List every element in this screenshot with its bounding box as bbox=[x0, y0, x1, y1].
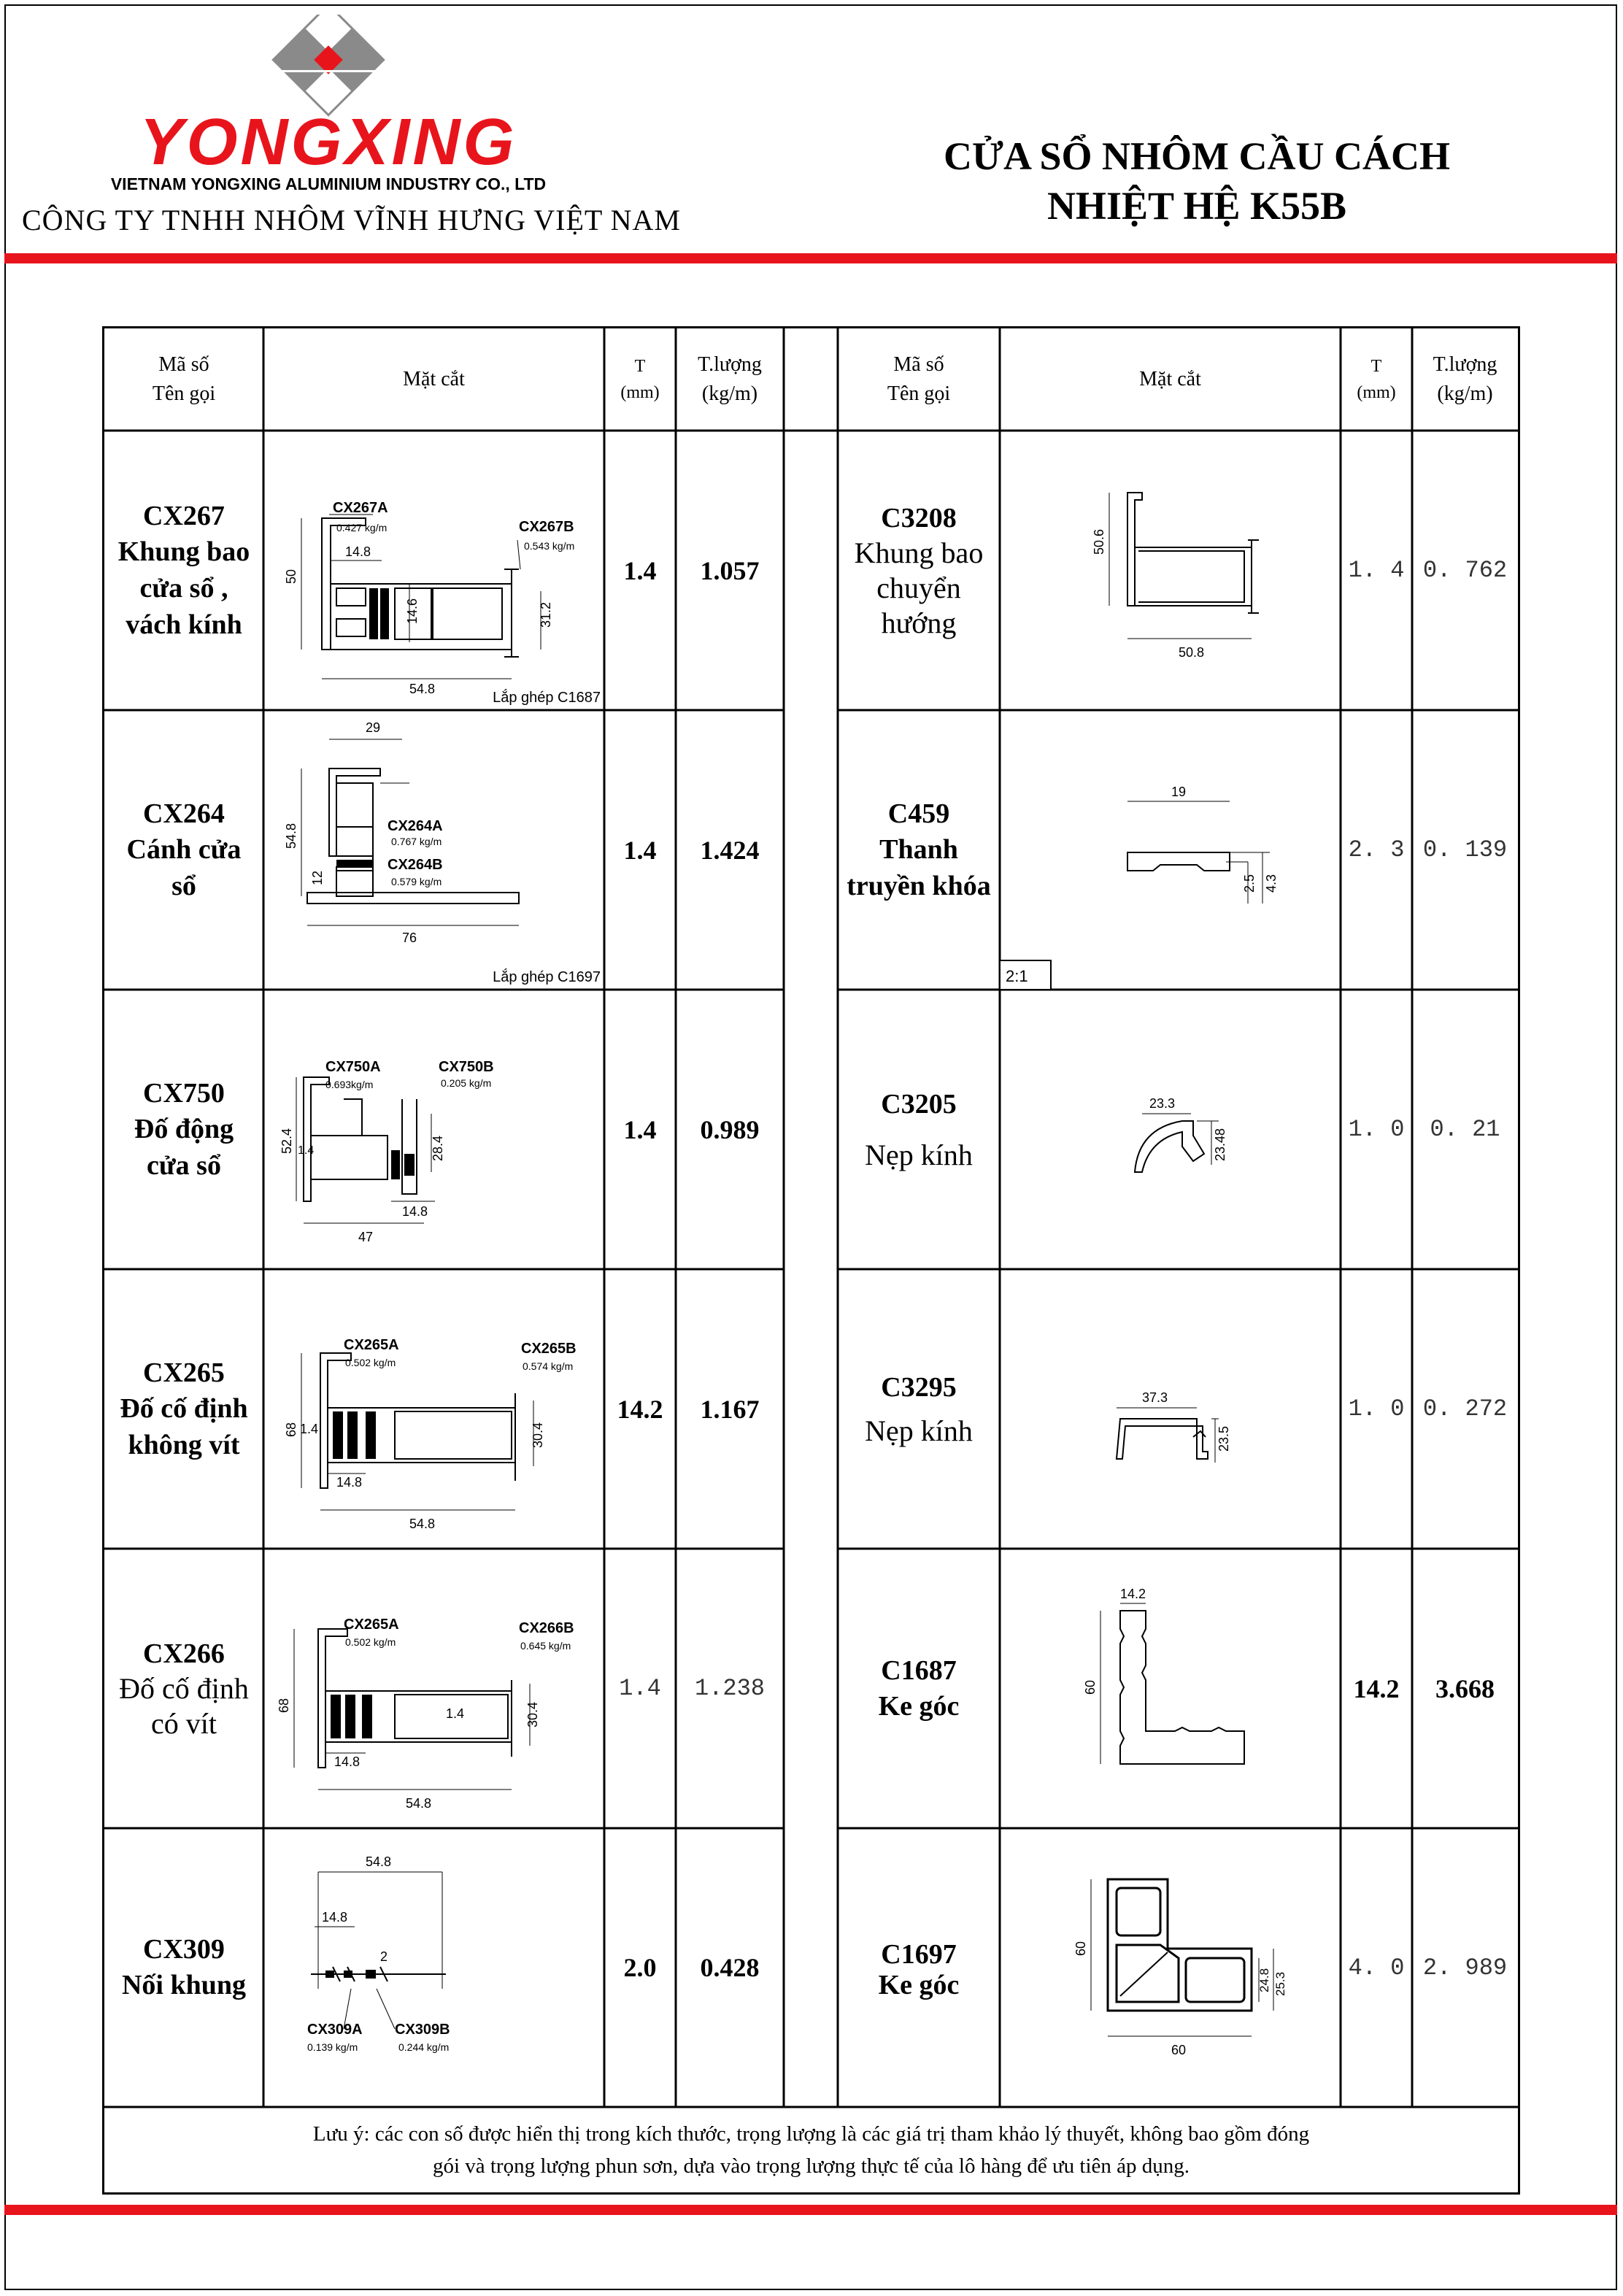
dim-total-width: 54.8 bbox=[409, 682, 436, 696]
thickness-value: 1. 0 bbox=[1348, 1395, 1405, 1422]
row-cx266-label bbox=[104, 1549, 263, 1828]
cx265-section-drawing bbox=[263, 1269, 604, 1549]
header-thickness-right bbox=[1341, 328, 1412, 431]
profile-name: Khung bao chuyển hướng bbox=[854, 536, 984, 639]
company-logo bbox=[102, 15, 555, 197]
profile-code: CX264 bbox=[143, 798, 225, 829]
thickness-value: 14.2 bbox=[1353, 1673, 1400, 1703]
c3295-section-drawing bbox=[1000, 1269, 1341, 1549]
dim-height: 68 bbox=[277, 1698, 291, 1713]
weight-value: 0. 762 bbox=[1422, 557, 1508, 584]
dim-total-width: 76 bbox=[402, 931, 417, 945]
c1687-section-drawing bbox=[1000, 1549, 1341, 1828]
header-w-unit: (kg/m) bbox=[701, 382, 758, 405]
dim-height: 52.4 bbox=[280, 1128, 294, 1154]
dim-height: 50 bbox=[284, 569, 298, 584]
part-a-weight: 0.502 kg/m bbox=[345, 1357, 396, 1368]
logo-tagline: VIETNAM YONGXING ALUMINIUM INDUSTRY CO., LTD bbox=[110, 174, 547, 193]
dim-inner: 24.8 bbox=[1257, 1968, 1271, 1992]
profile-name: Nối khung bbox=[121, 1970, 247, 2000]
row-cx267-label bbox=[104, 431, 263, 710]
weight-value: 0.428 bbox=[700, 1953, 760, 1982]
row-c1697-label bbox=[838, 1828, 1000, 2107]
document-title bbox=[905, 131, 1489, 231]
header-t-unit: (mm) bbox=[620, 383, 660, 402]
header-code-name-right bbox=[838, 328, 1000, 431]
thickness-value: 1.4 bbox=[623, 555, 657, 585]
c3205-section-drawing bbox=[1000, 990, 1341, 1269]
part-b-weight: 0.244 kg/m bbox=[398, 2041, 450, 2053]
profile-name: Đố động cửa sổ bbox=[134, 1113, 234, 1181]
title-line-2: NHIỆT HỆ K55B bbox=[1046, 184, 1347, 228]
dim-b-height: 31.2 bbox=[539, 601, 553, 628]
dim-height: 54.8 bbox=[284, 823, 298, 849]
part-a-weight: 0.502 kg/m bbox=[345, 1636, 396, 1648]
thickness-value: 1. 0 bbox=[1348, 1116, 1405, 1143]
profile-code: C3205 bbox=[881, 1088, 957, 1120]
profile-code: C3208 bbox=[881, 502, 957, 533]
row-cx309-label bbox=[104, 1828, 263, 2107]
footnote-line-1: Lưu ý: các con số được hiển thị trong kích thước, trọng lượng là các giá trị tham khảo lý thuyết, không bao gồm đóng bbox=[312, 2122, 1310, 2146]
profile-code: C1687 bbox=[881, 1654, 957, 1686]
assembly-note: Lắp ghép C1697 bbox=[493, 969, 601, 985]
thickness-value: 1. 4 bbox=[1348, 557, 1405, 584]
dim-width: 50.8 bbox=[1179, 645, 1205, 660]
header-section-right: Mặt cắt bbox=[1139, 368, 1201, 390]
part-a-label: CX267A bbox=[333, 500, 388, 516]
part-b-weight: 0.645 kg/m bbox=[520, 1640, 571, 1652]
header-code: Mã số bbox=[158, 353, 209, 376]
dim-width: 19 bbox=[1171, 785, 1187, 799]
profile-name: Nẹp kính bbox=[865, 1138, 973, 1171]
part-a-weight: 0.427 kg/m bbox=[336, 522, 388, 533]
dim-total-width: 47 bbox=[358, 1230, 374, 1244]
dim-b-height: 28.4 bbox=[431, 1135, 445, 1161]
dim-part-a-width: 14.8 bbox=[322, 1910, 348, 1925]
header-section: Mặt cắt bbox=[403, 368, 465, 390]
dim-wall: 1.4 bbox=[300, 1422, 319, 1436]
weight-value: 0. 272 bbox=[1422, 1395, 1508, 1422]
profile-name: Đố cố định không vít bbox=[120, 1392, 248, 1460]
weight-value: 0. 139 bbox=[1422, 836, 1508, 863]
dim-gap: 14.8 bbox=[402, 1204, 428, 1219]
weight-value: 1.167 bbox=[700, 1394, 760, 1424]
part-a-label: CX309A bbox=[307, 2022, 363, 2038]
row-cx264-label bbox=[104, 710, 263, 990]
profile-name: Đố cố định có vít bbox=[119, 1671, 249, 1740]
row-c1687-label bbox=[838, 1549, 1000, 1828]
logo-diamond-icon bbox=[271, 15, 385, 117]
header-t: T bbox=[634, 357, 646, 376]
header-weight bbox=[676, 328, 784, 431]
dim-total-width: 54.8 bbox=[406, 1796, 432, 1811]
dim-thick: 4.3 bbox=[1264, 874, 1279, 893]
header-name: Tên gọi bbox=[152, 382, 216, 405]
thickness-value: 1.4 bbox=[619, 1675, 661, 1702]
header-w: T.lượng bbox=[698, 353, 762, 376]
cx264-section-drawing bbox=[263, 710, 604, 990]
dim-width: 37.3 bbox=[1142, 1390, 1168, 1405]
title-line-1: CỬA SỔ NHÔM CẦU CÁCH bbox=[944, 134, 1450, 178]
profile-name: Ke góc bbox=[878, 1970, 960, 2000]
dim-height: 60 bbox=[1073, 1941, 1088, 1956]
dim-wall: 1.4 bbox=[298, 1144, 315, 1157]
header-name: Tên gọi bbox=[887, 382, 951, 405]
part-a-label: CX265A bbox=[344, 1617, 399, 1633]
bottom-red-rule bbox=[4, 2205, 1617, 2215]
thickness-value: 2.0 bbox=[623, 1953, 657, 1982]
weight-value: 0. 21 bbox=[1430, 1116, 1500, 1143]
part-b-weight: 0.205 kg/m bbox=[441, 1077, 492, 1089]
thickness-value: 4. 0 bbox=[1348, 1954, 1405, 1981]
part-b-label: CX265B bbox=[521, 1341, 577, 1357]
dim-b-height: 30.4 bbox=[531, 1422, 545, 1448]
dim-height: 23.48 bbox=[1213, 1128, 1227, 1161]
profile-name: Thanh truyền khóa bbox=[847, 833, 991, 901]
weight-value: 3.668 bbox=[1435, 1673, 1495, 1703]
header-weight-right bbox=[1412, 328, 1518, 431]
header-t: T bbox=[1371, 357, 1382, 376]
profile-code: CX750 bbox=[143, 1077, 225, 1109]
header-thickness bbox=[604, 328, 676, 431]
weight-value: 0.989 bbox=[700, 1114, 760, 1144]
row-c459-label bbox=[838, 710, 1000, 990]
profile-name: Ke góc bbox=[878, 1690, 960, 1722]
profile-code: CX266 bbox=[143, 1638, 225, 1669]
row-c3205-label bbox=[838, 990, 1000, 1269]
dim-width: 60 bbox=[1171, 2043, 1187, 2057]
part-b-label: CX309B bbox=[395, 2022, 450, 2038]
dim-height: 68 bbox=[284, 1422, 298, 1437]
thickness-value: 1.4 bbox=[623, 835, 657, 865]
dim-total-width: 54.8 bbox=[409, 1517, 436, 1531]
cx266-section-drawing bbox=[263, 1549, 604, 1828]
dim-thin: 2.5 bbox=[1242, 874, 1257, 893]
header-w: T.lượng bbox=[1433, 353, 1497, 376]
weight-value: 1.424 bbox=[700, 835, 760, 865]
part-b-label: CX266B bbox=[519, 1620, 574, 1636]
weight-value: 1.238 bbox=[694, 1675, 765, 1702]
part-b-label: CX264B bbox=[388, 857, 443, 873]
scale-label: 2:1 bbox=[1006, 967, 1028, 985]
footnote-line-2: gói và trọng lượng phun sơn, dựa vào trọng lượng thực tế của lô hàng để ưu tiên áp dụng. bbox=[432, 2154, 1190, 2178]
dim-wall: 1.4 bbox=[446, 1706, 465, 1721]
dim-small: 12 bbox=[310, 870, 325, 885]
part-a-label: CX265A bbox=[344, 1337, 399, 1353]
part-b-weight: 0.543 kg/m bbox=[524, 540, 575, 552]
footnote bbox=[104, 2107, 1518, 2192]
dim-height: 60 bbox=[1083, 1679, 1098, 1695]
part-a-weight: 0.139 kg/m bbox=[307, 2041, 358, 2053]
dim-height: 50.6 bbox=[1092, 528, 1106, 555]
top-red-rule bbox=[4, 253, 1617, 263]
company-name: CÔNG TY TNHH NHÔM VĨNH HƯNG VIỆT NAM bbox=[22, 204, 681, 236]
weight-value: 2. 989 bbox=[1422, 1954, 1508, 1981]
profile-code: C3295 bbox=[881, 1371, 957, 1403]
part-a-weight: 0.693kg/m bbox=[325, 1079, 374, 1090]
dim-gap: 14.6 bbox=[405, 598, 420, 624]
profile-name: Cánh cửa sổ bbox=[126, 833, 242, 901]
part-b-label: CX750B bbox=[439, 1059, 494, 1075]
profile-code: CX309 bbox=[143, 1934, 225, 1965]
cx750-section-drawing bbox=[263, 990, 604, 1269]
header-t-unit: (mm) bbox=[1357, 383, 1396, 402]
logo-brand: YONGXING bbox=[139, 106, 517, 179]
thickness-value: 14.2 bbox=[617, 1394, 663, 1424]
row-cx265-label bbox=[104, 1269, 263, 1549]
dim-outer: 25.3 bbox=[1273, 1971, 1287, 1996]
row-cx750-label bbox=[104, 990, 263, 1269]
assembly-note: Lắp ghép C1687 bbox=[493, 690, 601, 706]
part-a-label: CX264A bbox=[388, 818, 443, 834]
header-code-name bbox=[104, 328, 263, 431]
row-c3208-label bbox=[838, 431, 1000, 710]
dim-width-a: 14.8 bbox=[345, 544, 371, 559]
dim-height: 23.5 bbox=[1217, 1425, 1231, 1452]
header-w-unit: (kg/m) bbox=[1437, 382, 1493, 405]
weight-value: 1.057 bbox=[700, 555, 760, 585]
profile-name: Nẹp kính bbox=[865, 1414, 973, 1447]
profile-table bbox=[102, 326, 1520, 2195]
profile-name: Khung bao cửa sổ , vách kính bbox=[117, 536, 250, 640]
profile-code: CX265 bbox=[143, 1357, 225, 1388]
dim-total-width: 54.8 bbox=[366, 1854, 392, 1869]
c459-section-drawing bbox=[1000, 710, 1341, 990]
row-c3295-label bbox=[838, 1269, 1000, 1549]
dim-thickness: 2 bbox=[380, 1949, 388, 1964]
dim-width: 29 bbox=[366, 720, 381, 735]
part-a-label: CX750A bbox=[325, 1059, 381, 1075]
part-b-weight: 0.574 kg/m bbox=[523, 1360, 574, 1372]
thickness-value: 1.4 bbox=[623, 1114, 657, 1144]
dim-gap: 14.8 bbox=[334, 1754, 361, 1769]
dim-width: 23.3 bbox=[1149, 1096, 1176, 1111]
c1697-section-drawing bbox=[1000, 1828, 1341, 2107]
cx267-section-drawing bbox=[263, 431, 604, 710]
header-code: Mã số bbox=[893, 353, 944, 376]
c3208-section-drawing bbox=[1000, 431, 1341, 710]
dim-gap: 14.8 bbox=[336, 1475, 363, 1490]
part-b-weight: 0.579 kg/m bbox=[391, 876, 442, 887]
part-b-label: CX267B bbox=[519, 519, 574, 535]
profile-code: C459 bbox=[887, 798, 950, 829]
profile-code: C1697 bbox=[881, 1939, 957, 1970]
part-a-weight: 0.767 kg/m bbox=[391, 836, 442, 847]
thickness-value: 2. 3 bbox=[1348, 836, 1405, 863]
profile-code: CX267 bbox=[143, 500, 225, 531]
dim-width: 14.2 bbox=[1120, 1587, 1146, 1601]
cx309-section-drawing bbox=[263, 1828, 604, 2107]
dim-b-height: 30.4 bbox=[525, 1701, 540, 1727]
